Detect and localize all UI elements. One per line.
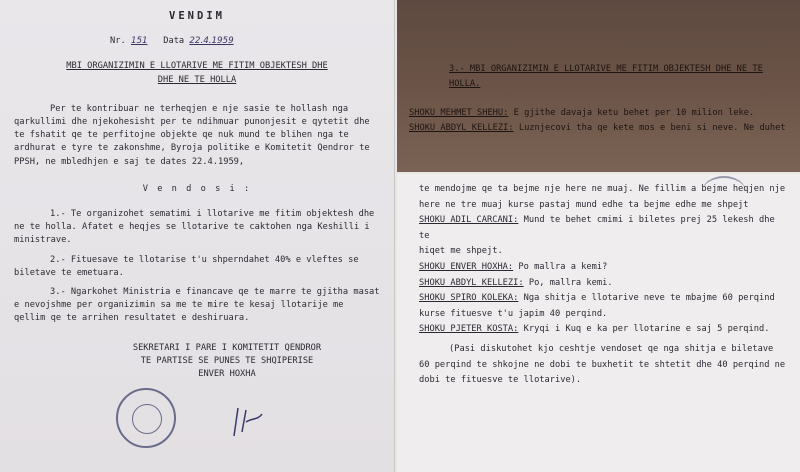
transcript-line [419,276,788,292]
signer-title-2: TE PARTISE SE PUNES TE SHQIPERISE [140,355,314,366]
transcript-line: here ne tre muaj kurse pastaj mund edhe ta bejme edhe me shpejt [419,199,749,210]
transcript-line: kurse fituesve t'u japim 40 perqind. [419,308,608,319]
subject-line-1: MBI ORGANIZIMIN E LLOTARIVE ME FITIM OBJEKTESH DHE [66,61,328,72]
agenda-title-line-2: HOLLA. [449,79,481,89]
transcript-line: hiqet me shpejt. [419,246,503,257]
speech-text: E gjithe davaja ketu behet per 10 milion leke. [513,108,755,118]
decision-note: (Pasi diskutohet kjo ceshtje vendoset qe nga shitja e biletave 60 perqind te shkojne ne dobi te buxhetit te shtetit dhe 40 perqind ne dobi te fituesve te llotarive). [419,343,786,386]
left-document-page [0,0,395,472]
nr-value: 151 [130,36,148,47]
speaker-name: SHOKU MEHMET SHEHU: [409,108,509,118]
nr-label: Nr. [110,36,126,47]
intro-paragraph: Per te kontribuar ne terheqjen e nje sasie te hollash nga qarkullimi dhe njekohesisht per te ndihmuar punonjesit e qytetit dhe te fshatit qe te perfitojne objekte qe nuk mund te blihen nga te ardhurat e tyre te zakonshme, Byroja politike e Komitetit Qendror te PPSH, ne mbledhjen e saj te dates 22.4.1959, [14,103,370,167]
speaker-name: SHOKU ABDYL KELLEZI: [419,277,524,288]
speech-text: Po mallra a kemi? [518,261,608,272]
vendosi-heading: V e n d o s i : [142,183,252,194]
number-date-line [14,35,380,48]
transcript-line: te mendojme qe ta bejme nje here ne muaj. Ne fillim a bejme heqjen nje [419,184,786,194]
transcript-line [419,260,788,276]
partial-stamp-icon [702,176,746,208]
subject-heading [14,60,380,86]
transcript-line [419,322,788,338]
document-title: VENDIM [169,10,225,22]
signer-name: ENVER HOXHA [198,369,256,380]
handwritten-signature-icon [228,402,268,442]
speaker-name: SHOKU ADIL CARCANI: [419,215,519,226]
signer-title-1: SEKRETARI I PARE I KOMITETIT QENDROR [132,342,322,353]
speaker-name: SHOKU ENVER HOXHA: [419,261,514,272]
speech-text: Mund te behet cmimi i biletes prej 25 lekesh dhe te [419,215,775,241]
speech-text: Luznjecovi tha qe kete mos e beni si neve. Ne duhet [518,123,786,133]
decision-item-3: 3.- Ngarkohet Ministria e financave qe te marre te gjitha masat e nevojshme per organizimin sa me te mire te kesaj llotarije me qellim qe te arrihen resultatet e deshiruara. [14,287,380,324]
date-value: 22.4.1959 [189,36,234,47]
speech-text: Po, mallra kemi. [528,277,613,288]
transcript-line [419,291,788,307]
transcript-line [419,213,788,244]
decision-item-1: 1.- Te organizohet sematimi i llotarive me fitim objektesh dhe ne te holla. Afatet e heqjes se llotarive te caktohen nga Keshilli i ministrave. [14,209,375,246]
speaker-name: SHOKU PJETER KOSTA: [419,324,519,335]
speaker-name: SHOKU ABDYL KELLEZI: [409,123,514,133]
speech-line-1 [409,106,788,121]
speech-text: Nga shitja e llotarive neve te mbajme 60 perqind [523,293,775,304]
signature-block [14,342,380,382]
official-stamp-icon [116,388,176,448]
speech-text: Kryqi i Kuq e ka per llotarine e saj 5 perqind. [523,324,770,335]
agenda-item-title [449,62,788,92]
date-label: Data [163,36,185,47]
decision-item-2: 2.- Fituesave te llotarise t'u shperndahet 40% e vleftes se biletave te emetuara. [14,254,359,278]
subject-line-2: DHE NE TE HOLLA [157,74,237,85]
agenda-title-line-1: 3.- MBI ORGANIZIMIN E LLOTARIVE ME FITIM OBJEKTESH DHE NE TE [449,64,763,74]
right-bottom-page [397,174,800,472]
right-top-page [397,0,800,172]
speech-line-2 [409,121,788,136]
speaker-name: SHOKU SPIRO KOLEKA: [419,293,519,304]
